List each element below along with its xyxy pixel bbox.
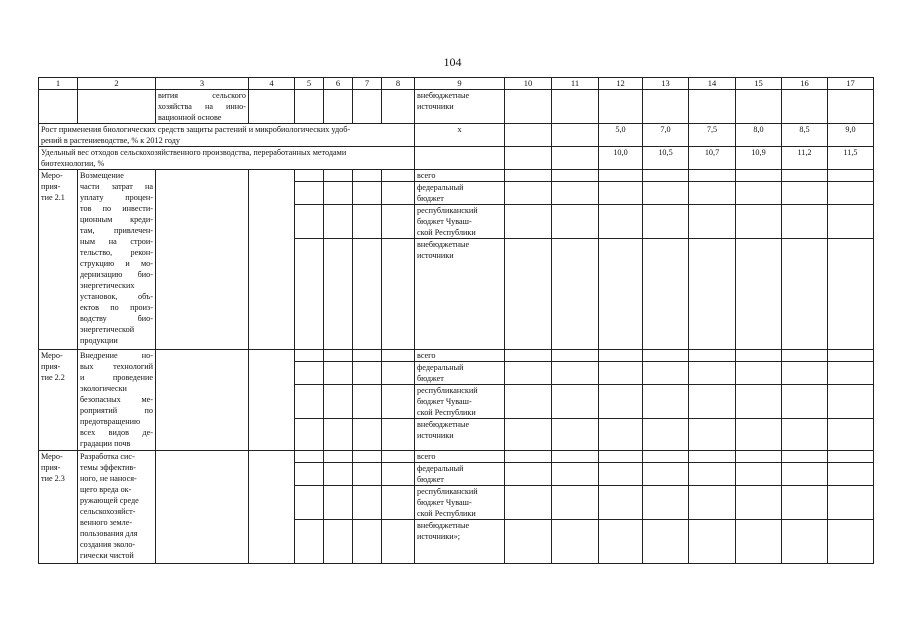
- measure-description: Внедрение но- вых технологий и проведение экологически безопасных ме- роприятий по предотвращению всех видов де- градации почв: [78, 350, 156, 451]
- continuation-col3: вития сельского хозяйства на инно- вационной основе: [156, 90, 249, 124]
- col-header: 12: [599, 78, 643, 90]
- measure-source-row: [39, 170, 874, 182]
- measure-description: Возмещение части затрат на уплату процен- тов по инвести- ционным креди- там, привлечен- ным на строи- тельство, рекон- струкцию и мо- дернизацию био- энергетических установок, объ- ектов по произ- водству био- энергетической продукции: [78, 170, 156, 350]
- funding-source: федеральный бюджет: [415, 463, 505, 486]
- indicator-value: 11,2: [782, 147, 828, 170]
- col-header: 4: [249, 78, 295, 90]
- col-header: 2: [78, 78, 156, 90]
- measure-label: Меро- прия- тие 2.3: [39, 451, 78, 564]
- indicator-value: 8,0: [736, 124, 782, 147]
- col-header: 1: [39, 78, 78, 90]
- col-header: 9: [415, 78, 505, 90]
- funding-source: всего: [415, 170, 505, 182]
- indicator-value: 10,0: [599, 147, 643, 170]
- program-table: [38, 77, 874, 564]
- measure-label: Меро- прия- тие 2.1: [39, 170, 78, 350]
- col-header: 14: [689, 78, 736, 90]
- indicator-row: [39, 147, 874, 170]
- funding-source: республиканский бюджет Чуваш- ской Республики: [415, 205, 505, 239]
- col-header: 10: [505, 78, 552, 90]
- funding-source: республиканский бюджет Чуваш- ской Республики: [415, 486, 505, 520]
- indicator-col9: [415, 147, 505, 170]
- col-header: 15: [736, 78, 782, 90]
- measure-label: Меро- прия- тие 2.2: [39, 350, 78, 451]
- measure-description: Разработка сис- темы эффектив- ного, не нанося- щего вреда ок- ружающей среде сельскохозяйст- венного земле- пользования для создания эколо- гически чистой: [78, 451, 156, 564]
- page-number: 104: [443, 55, 462, 69]
- funding-source: республиканский бюджет Чуваш- ской Республики: [415, 385, 505, 419]
- indicator-text: Удельный вес отходов сельскохозяйственного производства, переработанных методами биотехнологии, %: [39, 147, 415, 170]
- funding-source: внебюджетные источники: [415, 419, 505, 451]
- continuation-row: [39, 90, 874, 124]
- funding-source: всего: [415, 350, 505, 362]
- funding-source: внебюджетные источники: [415, 239, 505, 350]
- indicator-value: 10,5: [643, 147, 689, 170]
- funding-source: федеральный бюджет: [415, 182, 505, 205]
- column-number-row: [39, 78, 874, 90]
- indicator-text: Рост применения биологических средств защиты растений и микробиологических удоб- рений в растениеводстве, % к 2012 году: [39, 124, 415, 147]
- measure-source-row: [39, 451, 874, 463]
- indicator-row: [39, 124, 874, 147]
- funding-source: внебюджетные источники»;: [415, 520, 505, 564]
- indicator-value: 11,5: [828, 147, 874, 170]
- measure-source-row: [39, 350, 874, 362]
- indicator-value: 5,0: [599, 124, 643, 147]
- col-header: 6: [324, 78, 353, 90]
- indicator-value: 8,5: [782, 124, 828, 147]
- continuation-col9: внебюджетные источники: [415, 90, 505, 124]
- funding-source: федеральный бюджет: [415, 362, 505, 385]
- indicator-value: 9,0: [828, 124, 874, 147]
- col-header: 11: [552, 78, 599, 90]
- col-header: 7: [353, 78, 382, 90]
- col-header: 13: [643, 78, 689, 90]
- col-header: 17: [828, 78, 874, 90]
- indicator-value: 10,9: [736, 147, 782, 170]
- col-header: 3: [156, 78, 249, 90]
- indicator-value: 10,7: [689, 147, 736, 170]
- col-header: 8: [382, 78, 415, 90]
- indicator-value: 7,0: [643, 124, 689, 147]
- col-header: 5: [295, 78, 324, 90]
- col-header: 16: [782, 78, 828, 90]
- funding-source: всего: [415, 451, 505, 463]
- indicator-value: 7,5: [689, 124, 736, 147]
- indicator-col9: x: [415, 124, 505, 147]
